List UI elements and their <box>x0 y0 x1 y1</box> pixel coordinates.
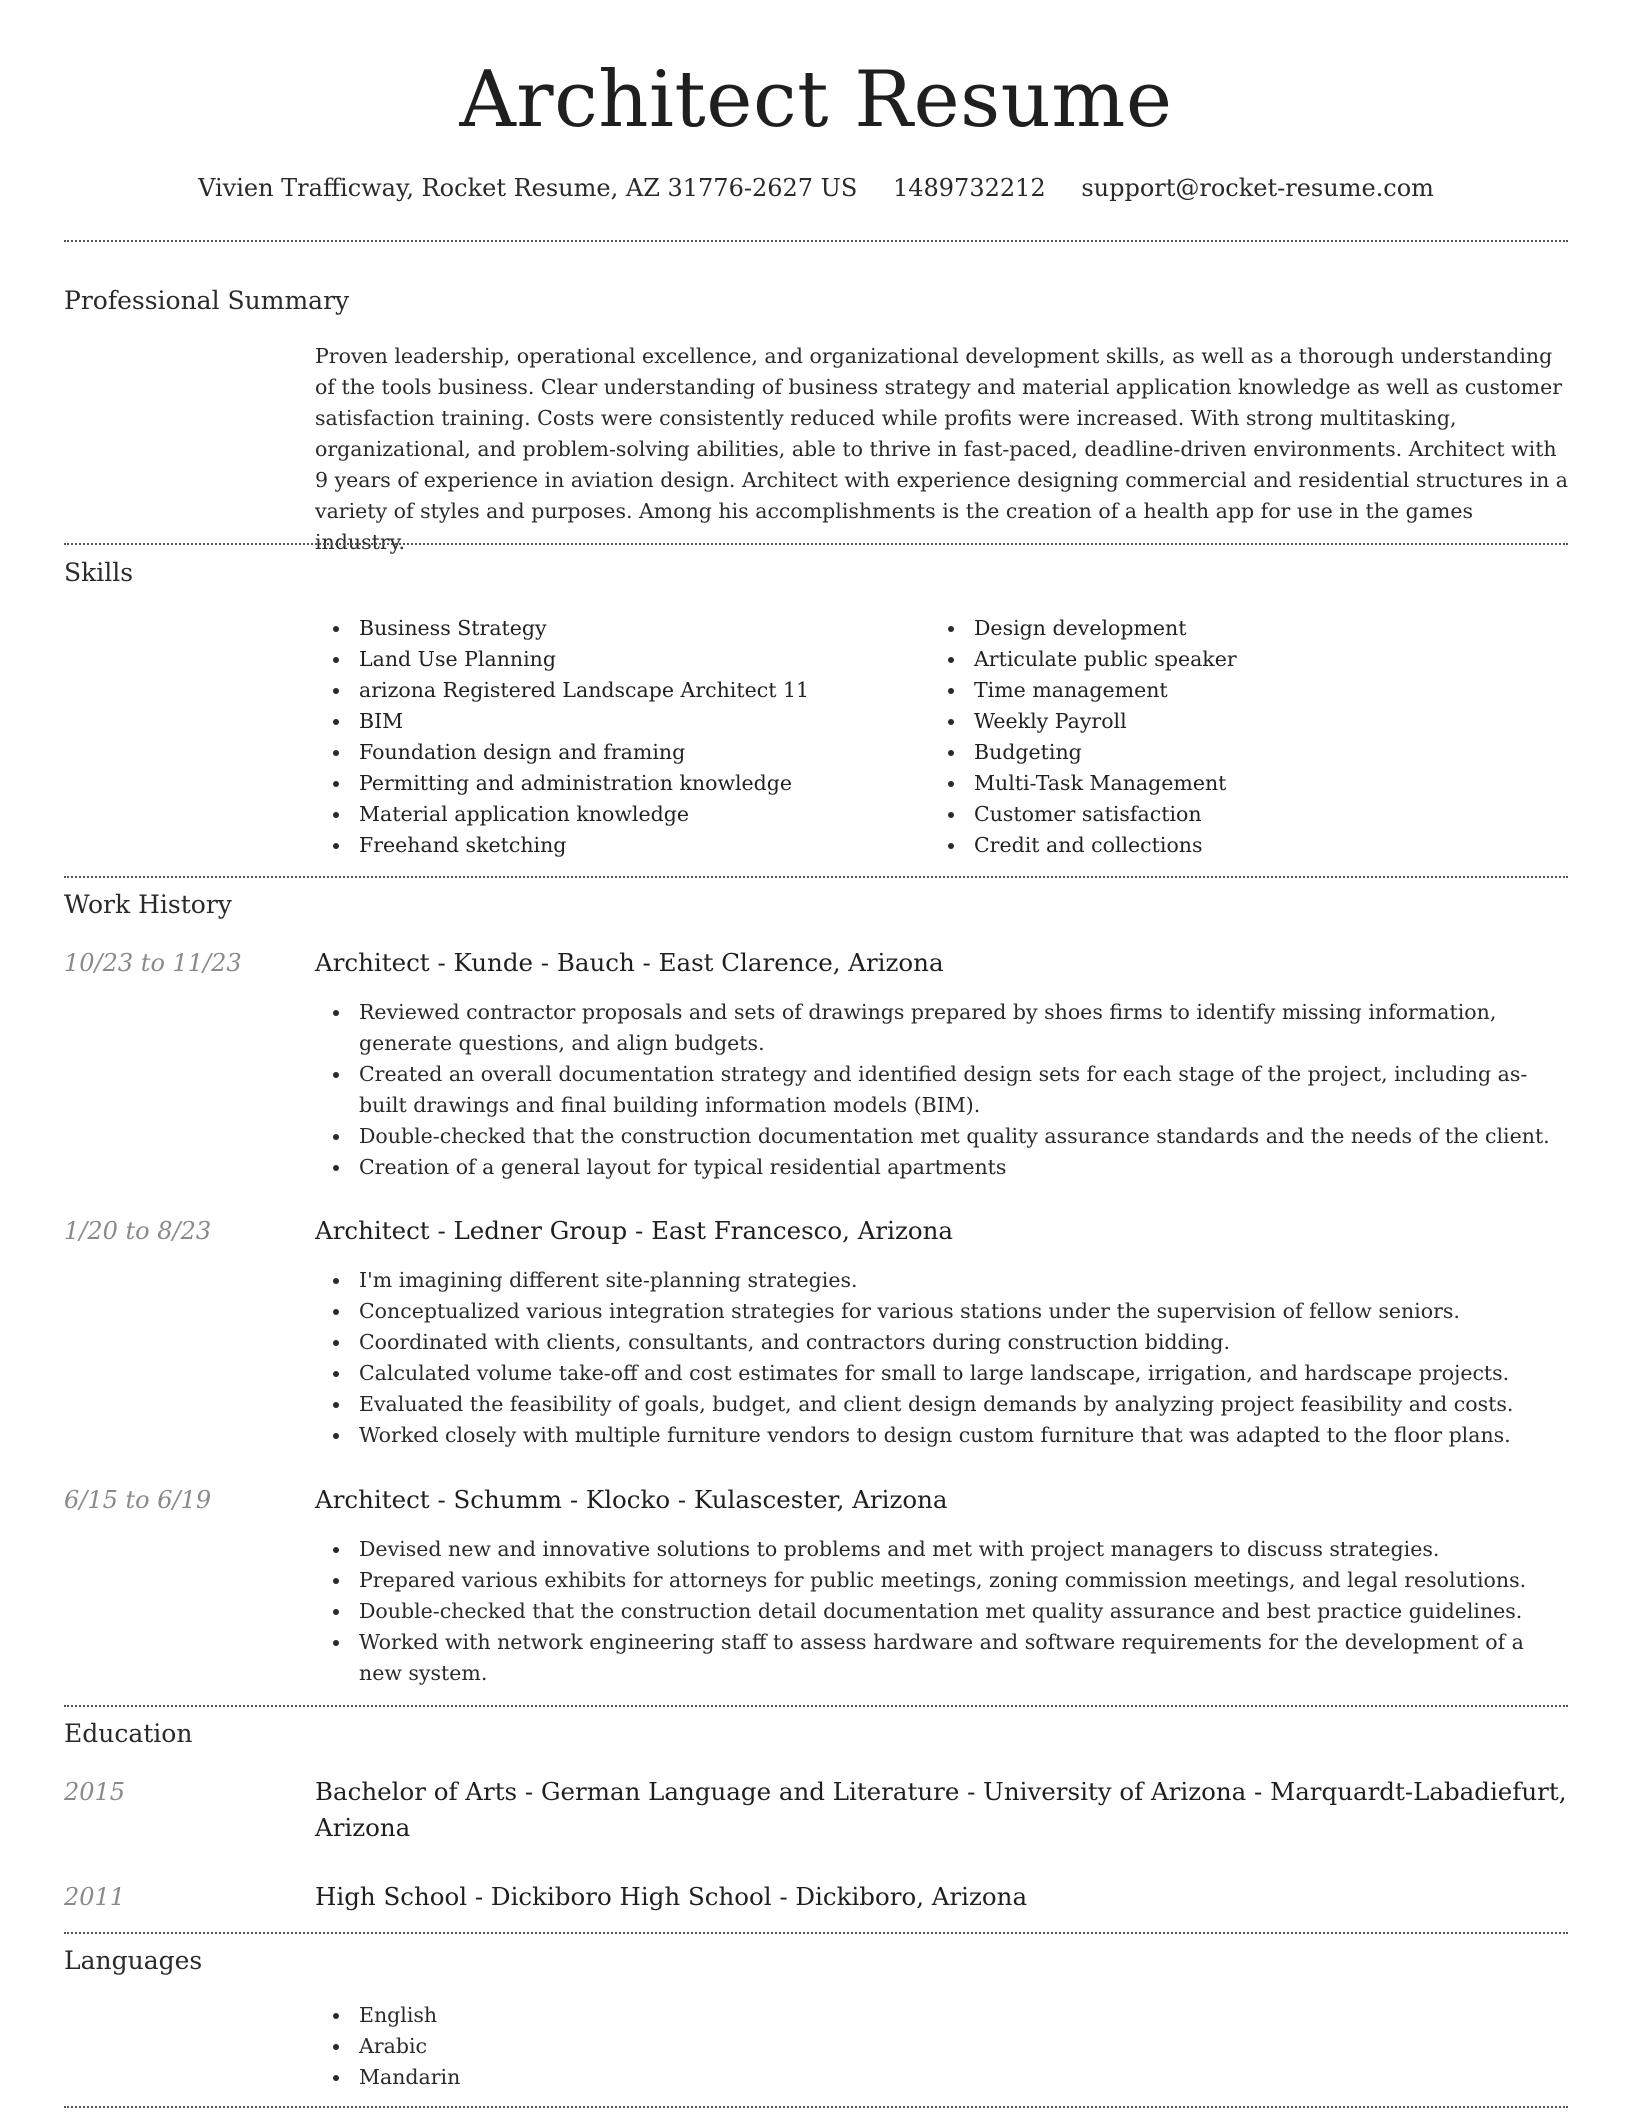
section-title-languages: Languages <box>64 1946 203 1975</box>
education-year: 2015 <box>64 1778 126 1806</box>
education-entry: High School - Dickiboro High School - Dickiboro, Arizona <box>315 1882 1028 1911</box>
education-entry: Bachelor of Arts - German Language and Literature - University of Arizona - Marquardt-Labadiefurt, Arizona <box>315 1777 1567 1842</box>
divider <box>64 1705 1568 1707</box>
divider <box>64 876 1568 878</box>
skills-column-right <box>930 613 1545 861</box>
list-item: Mandarin <box>315 2062 1568 2093</box>
section-title-education: Education <box>64 1719 193 1748</box>
list-item: Credit and collections <box>930 830 1545 861</box>
list-item: English <box>315 2000 1568 2031</box>
job-title: Architect - Kunde - Bauch - East Clarence, Arizona <box>315 948 944 977</box>
skills-column-left <box>315 613 930 861</box>
list-item: I'm imagining different site-planning strategies. <box>315 1265 1568 1296</box>
list-item: Arabic <box>315 2031 1568 2062</box>
list-item: Multi-Task Management <box>930 768 1545 799</box>
list-item: Devised new and innovative solutions to problems and met with project managers to discuss strategies. <box>315 1534 1568 1565</box>
job-dates: 1/20 to 8/23 <box>64 1217 212 1245</box>
list-item: Time management <box>930 675 1545 706</box>
list-item: Business Strategy <box>315 613 930 644</box>
list-item: Freehand sketching <box>315 830 930 861</box>
list-item: Weekly Payroll <box>930 706 1545 737</box>
job-title: Architect - Ledner Group - East Francesco, Arizona <box>315 1216 954 1245</box>
list-item: Double-checked that the construction documentation met quality assurance standards and the needs of the client. <box>315 1121 1568 1152</box>
list-item: Evaluated the feasibility of goals, budget, and client design demands by analyzing project feasibility and costs. <box>315 1389 1568 1420</box>
list-item: Design development <box>930 613 1545 644</box>
resume-title: Architect Resume <box>459 55 1173 145</box>
summary-text: Proven leadership, operational excellence, and organizational development skills, as well as a thorough understanding of the tools business. Clear understanding of business strategy and material application knowledge as well as customer satisfaction training. Costs were consistently reduced while profits were increased. With strong multitasking, organizational, and problem-solving abilities, able to thrive in fast-paced, deadline-driven environments. Architect with 9 years of experience in aviation design. Architect with experience designing commercial and residential structures in a variety of styles and purposes. Among his accomplishments is the creation of a health app for use in the games industry. <box>315 344 1569 554</box>
list-item: arizona Registered Landscape Architect 11 <box>315 675 930 706</box>
section-title-summary: Professional Summary <box>64 286 350 315</box>
list-item: Foundation design and framing <box>315 737 930 768</box>
job-dates: 10/23 to 11/23 <box>64 949 242 977</box>
section-title-work: Work History <box>64 890 232 919</box>
job-dates: 6/15 to 6/19 <box>64 1486 212 1514</box>
list-item: Coordinated with clients, consultants, and contractors during construction bidding. <box>315 1327 1568 1358</box>
list-item: Prepared various exhibits for attorneys for public meetings, zoning commission meetings, and legal resolutions. <box>315 1565 1568 1596</box>
divider <box>64 240 1568 242</box>
list-item: Calculated volume take-off and cost estimates for small to large landscape, irrigation, and hardscape projects. <box>315 1358 1568 1389</box>
divider <box>64 1932 1568 1934</box>
list-item: Worked with network engineering staff to assess hardware and software requirements for the development of a new system. <box>315 1627 1568 1689</box>
list-item: Land Use Planning <box>315 644 930 675</box>
job-title: Architect - Schumm - Klocko - Kulascester, Arizona <box>315 1485 948 1514</box>
list-item: Reviewed contractor proposals and sets of drawings prepared by shoes firms to identify missing information, generate questions, and align budgets. <box>315 997 1568 1059</box>
contact-phone: 1489732212 <box>892 174 1046 202</box>
job-bullets <box>315 997 1568 1183</box>
job-bullets <box>315 1265 1568 1451</box>
contact-address: Vivien Trafficway, Rocket Resume, AZ 31776-2627 US <box>198 174 858 202</box>
skills-list <box>315 613 1568 861</box>
section-title-skills: Skills <box>64 558 134 587</box>
list-item: Conceptualized various integration strategies for various stations under the supervision of fellow seniors. <box>315 1296 1568 1327</box>
divider <box>64 2106 1568 2108</box>
education-year: 2011 <box>64 1883 126 1911</box>
list-item: Permitting and administration knowledge <box>315 768 930 799</box>
contact-line <box>0 170 1632 206</box>
list-item: Budgeting <box>930 737 1545 768</box>
list-item: Material application knowledge <box>315 799 930 830</box>
list-item: Double-checked that the construction detail documentation met quality assurance and best practice guidelines. <box>315 1596 1568 1627</box>
list-item: Created an overall documentation strategy and identified design sets for each stage of the project, including as-built drawings and final building information models (BIM). <box>315 1059 1568 1121</box>
languages-list <box>315 2000 1568 2093</box>
contact-email: support@rocket-resume.com <box>1081 174 1434 202</box>
list-item: Creation of a general layout for typical residential apartments <box>315 1152 1568 1183</box>
job-bullets <box>315 1534 1568 1689</box>
list-item: Customer satisfaction <box>930 799 1545 830</box>
list-item: Articulate public speaker <box>930 644 1545 675</box>
list-item: Worked closely with multiple furniture vendors to design custom furniture that was adapted to the floor plans. <box>315 1420 1568 1451</box>
divider <box>64 543 1568 545</box>
list-item: BIM <box>315 706 930 737</box>
